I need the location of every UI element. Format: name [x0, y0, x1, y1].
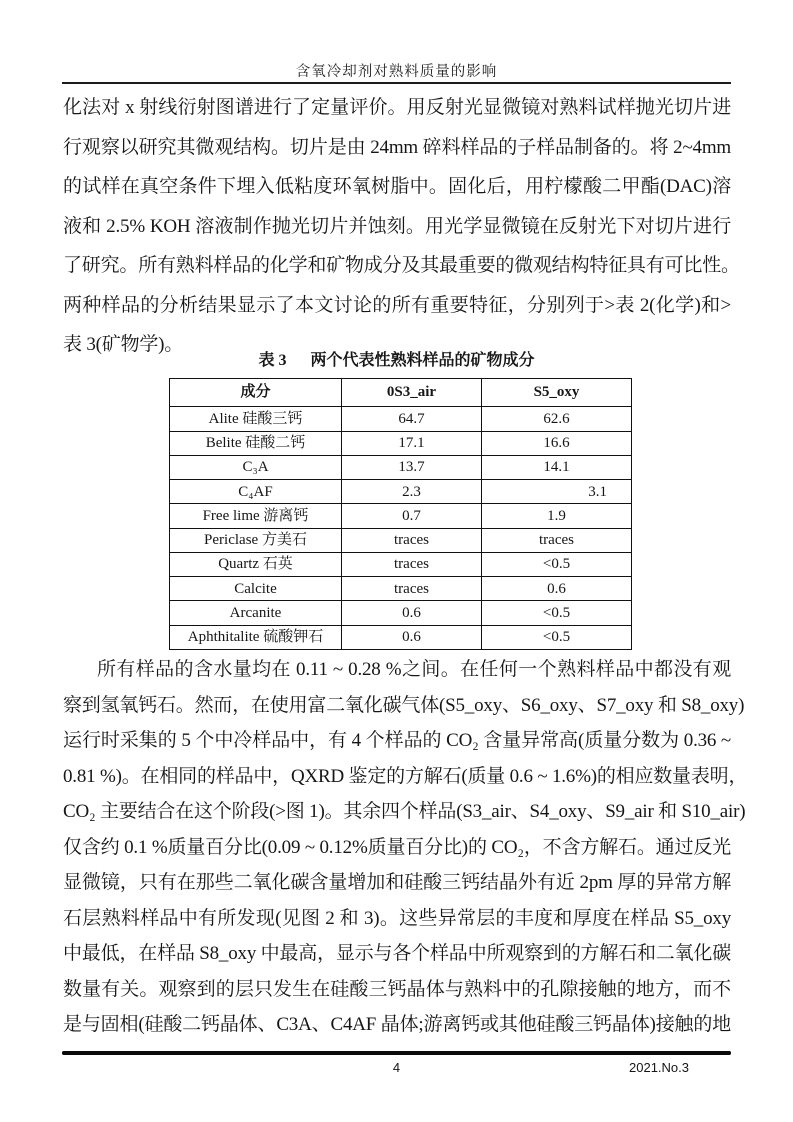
- running-header-title: 含氧冷却剂对熟料质量的影响: [295, 64, 498, 80]
- body-line: 化法对 x 射线衍射图谱进行了定量评价。用反射光显微镜对熟料试样抛光切片进: [63, 97, 731, 118]
- footer-rule: [62, 1051, 731, 1055]
- header-rule: [62, 82, 731, 84]
- table-cell: traces: [342, 552, 482, 576]
- table-row: [170, 480, 632, 504]
- body-line: 两种样品的分析结果显示了本文讨论的所有重要特征，分别列于>表 2(化学)和>: [63, 294, 731, 316]
- table-cell: Periclase 方美石: [170, 528, 342, 552]
- table-cell: Aphthitalite 硫酸钾石: [170, 625, 342, 649]
- table-cell: 0.6: [482, 577, 632, 601]
- table-row: [170, 407, 632, 431]
- table-row: [170, 552, 632, 576]
- table-header-row: [170, 379, 632, 407]
- table-cell: 0.6: [342, 601, 482, 625]
- body-line: 中最低，在样品 S8_oxy 中最高，显示与各个样品中所观察到的方解石和二氧化碳: [63, 943, 731, 964]
- body-line: CO₂ 主要结合在这个阶段(>图 1)。其余四个样品(S3_air、S4_oxy、S9_air 和 S10_air): [63, 801, 746, 822]
- column-header-0s3-air: 0S3_air: [342, 379, 482, 407]
- table-cell: Quartz 石英: [170, 552, 342, 576]
- table-cell: Calcite: [170, 577, 342, 601]
- body-line: 数量有关。观察到的层只发生在硅酸三钙晶体与熟料中的孔隙接触的地方，而不: [63, 978, 731, 1000]
- table-cell: 17.1: [342, 431, 482, 455]
- table-cell: 62.6: [482, 407, 632, 431]
- minerals-composition-table: [169, 378, 632, 650]
- table-row: [170, 431, 632, 455]
- table-row: [170, 601, 632, 625]
- table-cell: <0.5: [482, 625, 632, 649]
- body-line: 行观察以研究其微观结构。切片是由 24mm 碎料样品的子样品制备的。将 2~4mm: [63, 136, 731, 158]
- table-cell: 16.6: [482, 431, 632, 455]
- table-row: [170, 504, 632, 528]
- table-cell: 2.3: [342, 480, 482, 504]
- table-row: [170, 625, 632, 649]
- table-cell: 1.9: [482, 504, 632, 528]
- body-paragraph-2: [63, 652, 748, 1043]
- table-row: [170, 455, 632, 479]
- table-cell: 3.1: [482, 480, 632, 504]
- body-line: 仅含约 0.1 %质量百分比(0.09 ~ 0.12%质量百分比)的 CO₂，不含方解石。通过反光: [63, 836, 731, 858]
- table-cell: Belite 硅酸二钙: [170, 431, 342, 455]
- body-line: 液和 2.5% KOH 溶液制作抛光切片并蚀刻。用光学显微镜在反射光下对切片进行: [63, 215, 731, 237]
- table-cell: traces: [342, 528, 482, 552]
- table-caption-text: 两个代表性熟料样品的矿物成分: [310, 352, 535, 369]
- body-paragraph-1: [63, 88, 740, 365]
- table-cell: <0.5: [482, 552, 632, 576]
- table-cell: <0.5: [482, 601, 632, 625]
- page-number: 4: [392, 1060, 401, 1075]
- table-cell: Free lime 游离钙: [170, 504, 342, 528]
- table-caption-label: 表 3: [258, 352, 287, 369]
- table-row: [170, 528, 632, 552]
- body-line: 的试样在真空条件下埋入低粘度环氧树脂中。固化后，用柠檬酸二甲酯(DAC)溶: [63, 176, 731, 197]
- body-line: 所有样品的含水量均在 0.11 ~ 0.28 %之间。在任何一个熟料样品中都没有观: [97, 659, 731, 680]
- table-cell: 0.6: [342, 625, 482, 649]
- table-cell: C₄AF: [170, 480, 342, 504]
- body-line: 察到氢氧钙石。然而，在使用富二氧化碳气体(S5_oxy、S6_oxy、S7_oxy 和 S8_oxy): [63, 694, 745, 716]
- table-cell: Alite 硅酸三钙: [170, 407, 342, 431]
- table-cell: C₃A: [170, 455, 342, 479]
- body-line: 了研究。所有熟料样品的化学和矿物成分及其最重要的微观结构特征具有可比性。: [63, 255, 740, 276]
- body-line: 是与固相(硅酸二钙晶体、C3A、C4AF 晶体;游离钙或其他硅酸三钙晶体)接触的地: [63, 1014, 731, 1035]
- column-header-s5-oxy: S5_oxy: [482, 379, 632, 407]
- column-header-component: 成分: [170, 379, 342, 407]
- issue-number: 2021.No.3: [629, 1060, 689, 1075]
- table-row: [170, 577, 632, 601]
- table-cell: 0.7: [342, 504, 482, 528]
- body-line: 石层熟料样品中有所发现(见图 2 和 3)。这些异常层的丰度和厚度在样品 S5_oxy: [63, 907, 731, 929]
- table-cell: 14.1: [482, 455, 632, 479]
- body-line: 表 3(矿物学)。: [63, 334, 184, 355]
- body-line: 显微镜，只有在那些二氧化碳含量增加和硅酸三钙结晶外有近 2pm 厚的异常方解: [63, 872, 731, 893]
- body-line: 0.81 %)。在相同的样品中，QXRD 鉴定的方解石(质量 0.6 ~ 1.6%)的相应数量表明，: [63, 765, 748, 787]
- table-cell: Arcanite: [170, 601, 342, 625]
- table-cell: 13.7: [342, 455, 482, 479]
- table-cell: 64.7: [342, 407, 482, 431]
- body-line: 运行时采集的 5 个中冷样品中，有 4 个样品的 CO₂ 含量异常高(质量分数为 0.36 ~: [63, 730, 731, 751]
- table-caption: [0, 349, 793, 373]
- table-cell: traces: [482, 528, 632, 552]
- table-cell: traces: [342, 577, 482, 601]
